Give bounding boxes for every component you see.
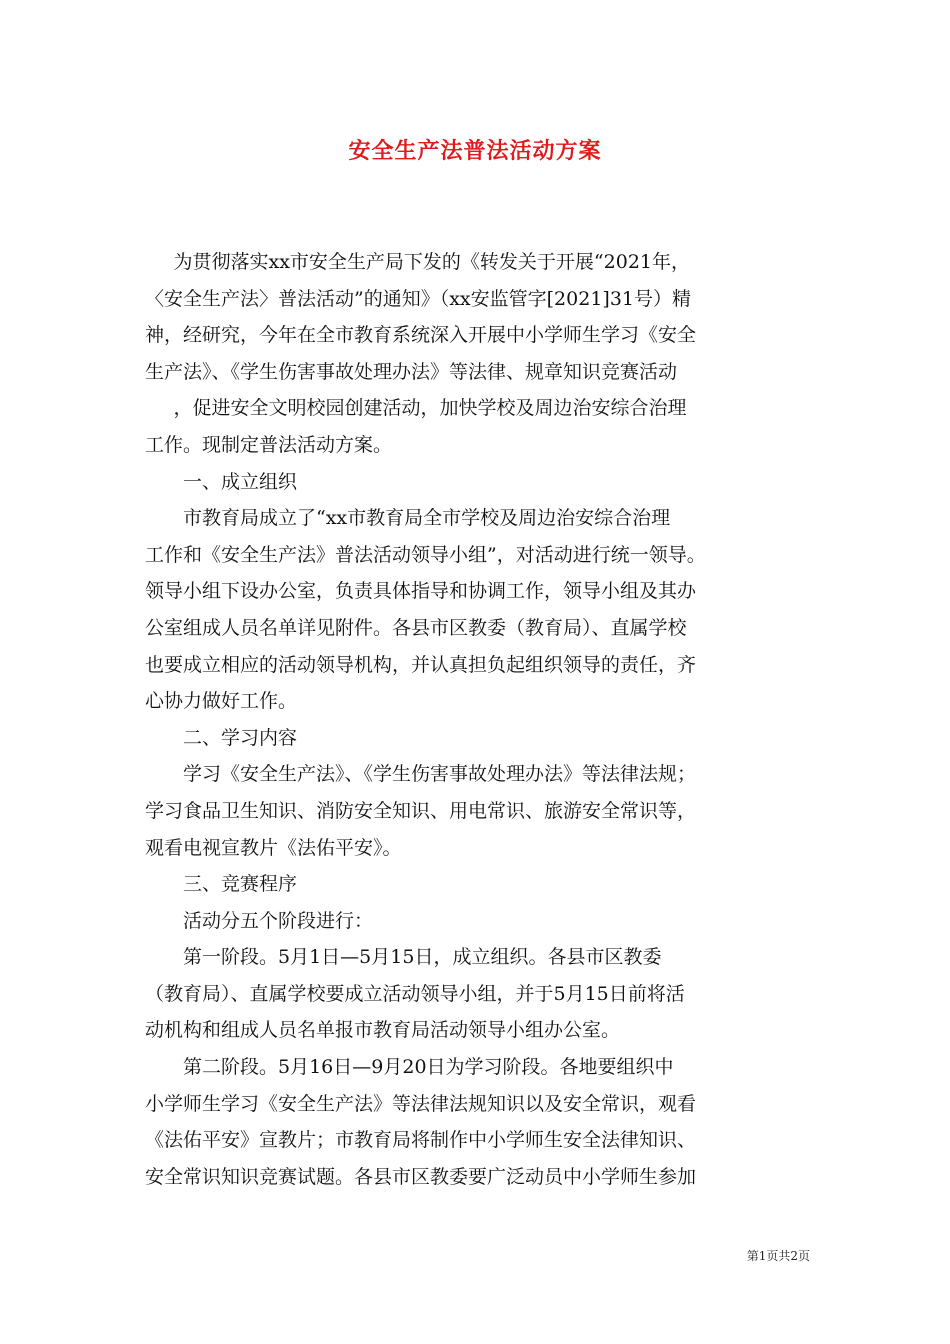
- paragraph-line: 〈安全生产法〉普法活动”的通知》（xx安监管字[2021]31号）精: [145, 287, 692, 310]
- paragraph-line: 动机构和组成人员名单报市教育局活动领导小组办公室。: [145, 1019, 621, 1042]
- paragraph-line: 《法佑平安》宣教片；市教育局将制作中小学师生安全法律知识、: [145, 1129, 697, 1152]
- paragraph-line: 第二阶段。5月16日—9月20日为学习阶段。各地要组织中: [183, 1056, 674, 1079]
- document-title: 安全生产法普法活动方案: [348, 138, 602, 164]
- paragraph-line: 公室组成人员名单详见附件。各县市区教委（教育局）、直属学校: [145, 616, 687, 639]
- paragraph-line: （教育局）、直属学校要成立活动领导小组，并于5月15日前将活: [145, 982, 685, 1005]
- section-heading: 二、学习内容: [183, 726, 298, 749]
- paragraph-line: 心协力做好工作。: [145, 690, 298, 713]
- paragraph-line: 生产法》、《学生伤害事故处理办法》等法律、规章知识竞赛活动: [145, 360, 678, 383]
- paragraph-line: 为贯彻落实xx市安全生产局下发的《转发关于开展“2021年，: [173, 251, 690, 273]
- section-heading: 三、竞赛程序: [183, 873, 298, 896]
- paragraph-line: 神，经研究，今年在全市教育系统深入开展中小学师生学习《安全: [145, 324, 697, 347]
- paragraph-line: 工作。现制定普法活动方案。: [145, 433, 393, 456]
- section-heading: 一、成立组织: [183, 470, 298, 493]
- paragraph-line: 工作和《安全生产法》普法活动领导小组”，对活动进行统一领导。: [145, 543, 706, 566]
- paragraph-line: 活动分五个阶段进行：: [183, 909, 374, 932]
- paragraph-line: 市教育局成立了“xx市教育局全市学校及周边治安综合治理: [183, 507, 671, 530]
- paragraph-line: 第一阶段。5月1日—5月15日，成立组织。各县市区教委: [183, 946, 662, 969]
- document-body: [145, 244, 810, 1195]
- paragraph-line: 安全常识知识竞赛试题。各县市区教委要广泛动员中小学师生参加: [145, 1165, 697, 1188]
- paragraph-line: 领导小组下设办公室，负责具体指导和协调工作，领导小组及其办: [145, 580, 697, 603]
- paragraph-line: 学习《安全生产法》、《学生伤害事故处理办法》等法律法规；: [183, 763, 697, 786]
- paragraph-line: 观看电视宣教片《法佑平安》。: [145, 836, 402, 859]
- paragraph-line: 也要成立相应的活动领导机构，并认真担负起组织领导的责任，齐: [145, 653, 697, 676]
- page-number: 第1页共2页: [746, 1249, 810, 1263]
- paragraph-line: 小学师生学习《安全生产法》等法律法规知识以及安全常识，观看: [145, 1092, 697, 1115]
- paragraph-line: 学习食品卫生知识、消防安全知识、用电常识、旅游安全常识等，: [145, 799, 697, 822]
- paragraph-line: ，促进安全文明校园创建活动，加快学校及周边治安综合治理: [173, 397, 687, 420]
